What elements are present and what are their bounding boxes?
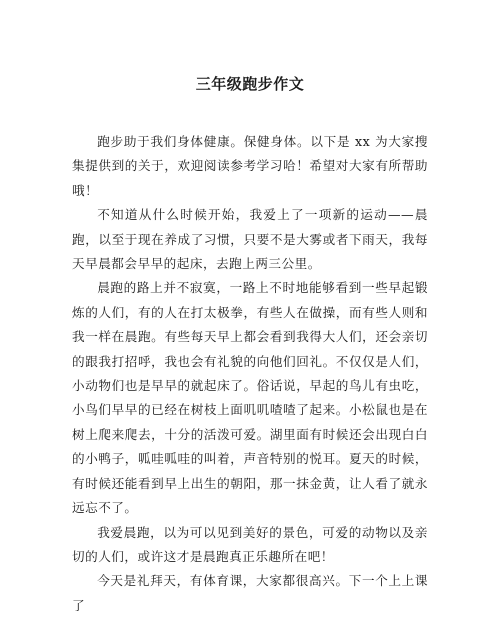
paragraph-intro: 跑步助于我们身体健康。保健身体。以下是 xx 为大家搜集提供到的关于，欢迎阅读参考学习哈！希望对大家有所帮助哦！: [72, 134, 428, 198]
document-title: 三年级跑步作文: [195, 75, 305, 93]
paragraph-morning-run: 不知道从什么时候开始，我爱上了一项新的运动——晨跑，以至于现在养成了习惯，只要不是大雾或者下雨天，我每天早晨都会早早的起床，去跑上两三公里。: [72, 207, 428, 272]
paragraph-love-running: 我爱晨跑，以为可以见到美好的景色，可爱的动物以及亲切的人们，或许这才是晨跑真正乐趣所在吧！: [72, 524, 428, 564]
document-body: [72, 130, 428, 618]
paragraph-on-the-road: 晨跑的路上并不寂寞，一路上不时地能够看到一些早起锻炼的人们，有的人在打太极拳，有些人在做操，而有些人则和我一样在晨跑。有些每天早上都会看到我得大人们，还会亲切的跟我打招呼，我也会有礼貌的向他们回礼。不仅仅是人们，小动物们也是早早的就起床了。俗话说，早起的鸟儿有虫吃，小鸟们早早的已经在树枝上面叽叽喳喳了起来。小松鼠也是在树上爬来爬去，十分的活泼可爱。湖里面有时候还会出现白白的小鸭子，呱哇呱哇的叫着，声音特别的悦耳。夏天的时候，有时候还能看到早上出生的朝阳，那一抹金黄，让人看了就永远忘不了。: [72, 280, 428, 516]
paragraph-partial: 今天是礼拜天，有体育课，大家都很高兴。下一个上上课了: [72, 573, 428, 613]
